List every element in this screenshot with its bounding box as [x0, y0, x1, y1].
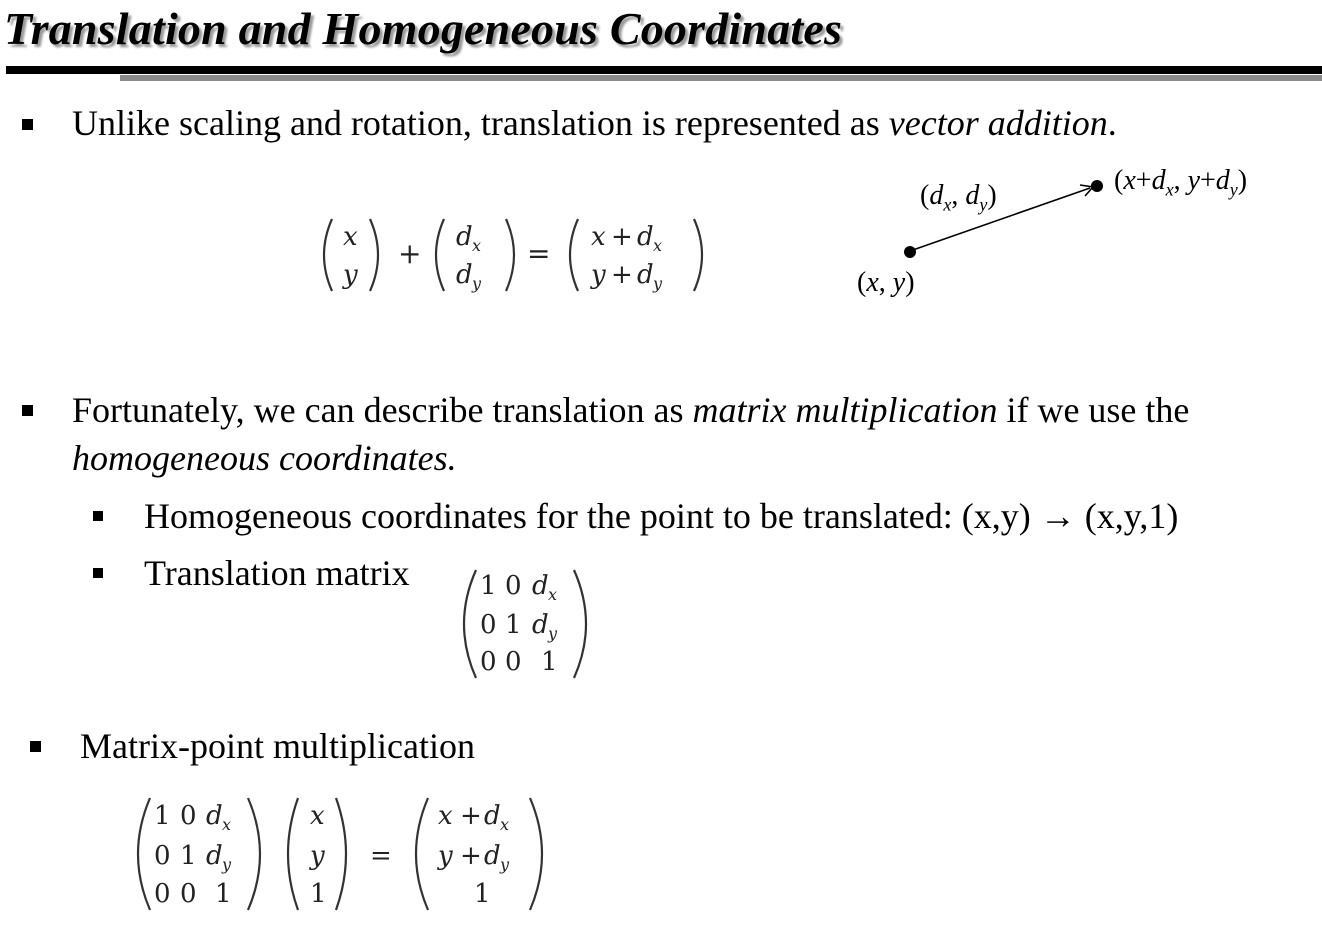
svg-text:1: 1: [505, 610, 522, 640]
svg-text:x: x: [343, 222, 358, 252]
svg-text:y: y: [438, 841, 453, 871]
bullet-text: Fortunately, we can describe translation as: [72, 390, 693, 430]
svg-text:d: d: [206, 801, 223, 831]
svg-text:d: d: [206, 841, 223, 871]
start-point-label: (x, y): [857, 267, 915, 298]
svg-text:0: 0: [505, 647, 522, 677]
svg-text:1: 1: [541, 647, 558, 677]
title-underline: [6, 66, 1322, 74]
svg-text:1: 1: [154, 801, 171, 831]
svg-text:d: d: [456, 260, 473, 290]
bullet-emphasis: vector addition: [888, 103, 1108, 143]
page-title: Translation and Homogeneous Coordinates: [4, 3, 843, 54]
sub-bullet-marker: [93, 568, 103, 578]
svg-text:x: x: [548, 585, 558, 604]
bullet-marker: [22, 119, 33, 130]
svg-text:+: +: [460, 841, 482, 871]
svg-text:1: 1: [215, 879, 232, 909]
svg-text:+: +: [460, 801, 482, 831]
bullet-marker: [22, 405, 33, 416]
svg-text:y: y: [500, 855, 510, 874]
vector-addition-equation: [310, 205, 720, 305]
svg-text:0: 0: [480, 647, 497, 677]
svg-text:0: 0: [154, 841, 171, 871]
title-underline-shadow: [120, 75, 1322, 81]
sub-bullet-translation-matrix: Translation matrix: [144, 553, 410, 593]
svg-text:y: y: [222, 855, 232, 874]
bullet-matrix-point: Matrix-point multiplication: [80, 726, 475, 766]
svg-text:1: 1: [180, 841, 197, 871]
vector-label: ($d_x$, $d_y$): [920, 180, 997, 215]
svg-text:d: d: [532, 571, 549, 601]
svg-text:x: x: [438, 801, 453, 831]
svg-text:x: x: [472, 236, 482, 255]
svg-text:x: x: [653, 236, 663, 255]
matrix-point-equation: [118, 790, 568, 918]
svg-text:d: d: [484, 801, 501, 831]
bullet-text: Unlike scaling and rotation, translation is represented as: [72, 103, 889, 143]
svg-text:+: +: [398, 237, 422, 270]
svg-text:1: 1: [480, 571, 497, 601]
svg-text:0: 0: [480, 610, 497, 640]
svg-text:y: y: [548, 624, 558, 643]
svg-text:y: y: [591, 260, 606, 290]
svg-text:0: 0: [154, 879, 171, 909]
bullet-vector-addition: [72, 102, 1117, 145]
svg-text:0: 0: [180, 801, 197, 831]
svg-text:+: +: [611, 222, 633, 252]
svg-text:x: x: [591, 222, 606, 252]
svg-text:+: +: [611, 260, 633, 290]
start-point: [904, 246, 916, 258]
svg-text:d: d: [637, 222, 654, 252]
svg-text:=: =: [527, 237, 551, 270]
svg-text:1: 1: [474, 879, 491, 909]
svg-text:x: x: [310, 801, 325, 831]
svg-text:y: y: [653, 274, 663, 293]
svg-text:x: x: [222, 815, 232, 834]
svg-text:d: d: [456, 222, 473, 252]
bullet-text-end: if we use the: [997, 390, 1190, 430]
svg-text:0: 0: [505, 571, 522, 601]
svg-text:d: d: [484, 841, 501, 871]
svg-text:y: y: [472, 274, 482, 293]
svg-text:y: y: [310, 841, 325, 871]
bullet-text-line2: homogeneous coordinates.: [72, 438, 457, 478]
translation-matrix: [450, 562, 600, 686]
svg-text:1: 1: [310, 879, 327, 909]
svg-text:y: y: [343, 260, 358, 290]
bullet-emphasis: matrix multiplication: [692, 390, 998, 430]
end-point: [1091, 180, 1103, 192]
end-point-label: ($x+d_x$, $y+d_y$): [1114, 165, 1248, 200]
svg-text:d: d: [532, 610, 549, 640]
sub-bullet-homogeneous: Homogeneous coordinates for the point to be translated: (x,y) → (x,y,1): [144, 496, 1179, 536]
bullet-matrix-multiplication: [72, 389, 1189, 432]
sub-bullet-marker: [93, 511, 103, 521]
svg-text:0: 0: [180, 879, 197, 909]
bullet-marker: [30, 741, 41, 752]
svg-text:x: x: [500, 815, 510, 834]
svg-text:=: =: [370, 841, 392, 871]
svg-text:d: d: [637, 260, 654, 290]
bullet-text-end: .: [1107, 103, 1117, 143]
